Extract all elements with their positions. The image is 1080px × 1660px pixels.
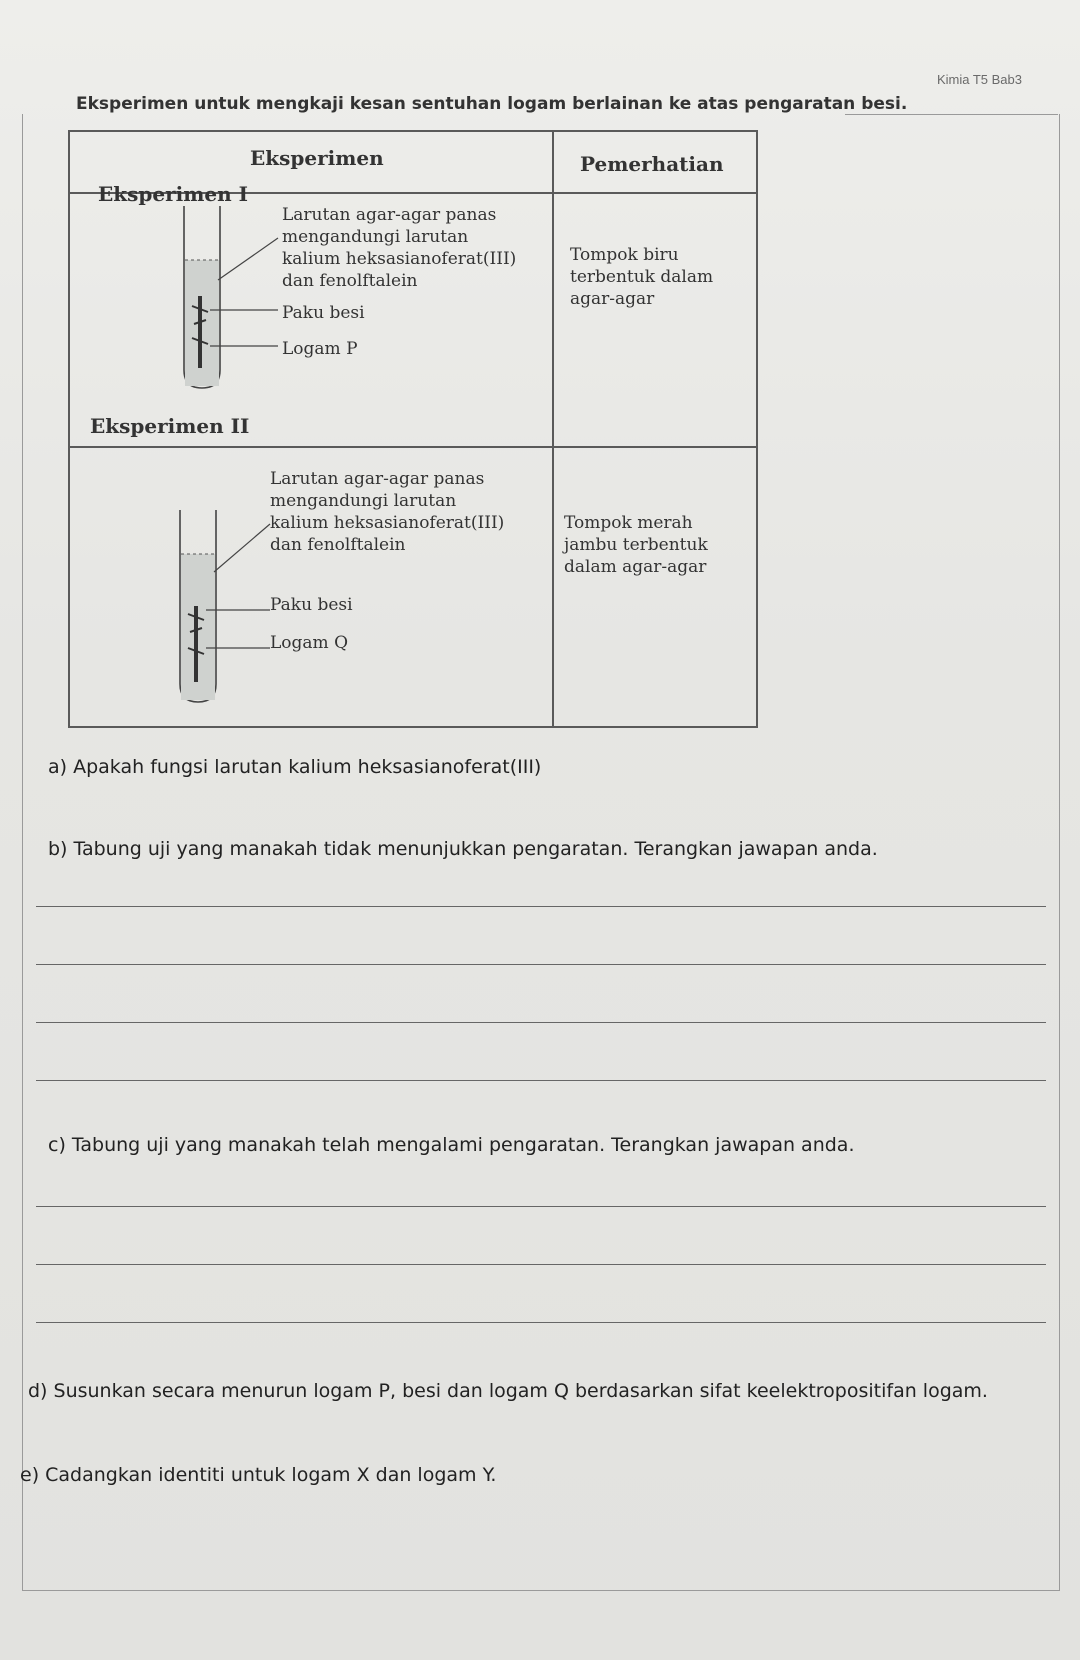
question-d: d) Susunkan secara menurun logam P, besi dan logam Q berdasarkan sifat keelektropositifan logam. [28,1380,988,1402]
observation-line: Tompok merah [564,513,693,533]
observation-line: terbentuk dalam [570,267,714,287]
question-b: b) Tabung uji yang manakah tidak menunjukkan pengaratan. Terangkan jawapan anda. [48,838,878,860]
question-e: e) Cadangkan identiti untuk logam X dan logam Y. [20,1464,497,1486]
answer-line-c2[interactable] [36,1264,1046,1265]
experiment-2-observation [564,512,708,578]
pointer-solution [218,238,278,280]
answer-line-b4[interactable] [36,1080,1046,1081]
solution-line: mengandungi larutan [270,491,457,511]
question-c: c) Tabung uji yang manakah telah mengalami pengaratan. Terangkan jawapan anda. [48,1134,855,1156]
question-a: a) Apakah fungsi larutan kalium heksasianoferat(III) [48,756,542,778]
experiment-table [68,130,758,728]
experiment-1-nail-label: Paku besi [282,303,365,323]
solution-line: Larutan agar-agar panas [270,469,485,489]
observation-line: agar-agar [570,289,655,309]
worksheet-frame-top [845,114,1058,115]
column-header-experiment: Eksperimen [250,146,384,170]
answer-line-b3[interactable] [36,1022,1046,1023]
solution-line: kalium heksasianoferat(III) [282,249,517,269]
experiment-2-title: Eksperimen II [90,414,250,438]
observation-line: Tompok biru [570,245,679,265]
experiment-1-observation [570,244,713,310]
answer-line-b1[interactable] [36,906,1046,907]
observation-line: dalam agar-agar [564,557,707,577]
experiment-2-metal-label: Logam Q [270,633,349,653]
solution-line: Larutan agar-agar panas [282,205,497,225]
solution-line: mengandungi larutan [282,227,469,247]
answer-line-b2[interactable] [36,964,1046,965]
experiment-2-test-tube-diagram [166,502,356,722]
experiment-1-metal-label: Logam P [282,339,358,359]
page-code: Kimia T5 Bab3 [936,72,1022,87]
observation-line: jambu terbentuk [564,535,708,555]
solution-line: dan fenolftalein [270,535,406,555]
solution-line: dan fenolftalein [282,271,418,291]
experiment-2-nail-label: Paku besi [270,595,353,615]
column-header-observation: Pemerhatian [580,152,724,176]
experiment-1-test-tube-diagram [170,198,360,398]
answer-line-c1[interactable] [36,1206,1046,1207]
pointer-solution [214,524,270,572]
experiment-1-title: Eksperimen I [98,182,248,206]
solution-line: kalium heksasianoferat(III) [270,513,505,533]
table-column-divider [552,132,554,726]
answer-line-c3[interactable] [36,1322,1046,1323]
table-row-divider [70,446,756,448]
intro-text: Eksperimen untuk mengkaji kesan sentuhan logam berlainan ke atas pengaratan besi. [76,94,908,114]
